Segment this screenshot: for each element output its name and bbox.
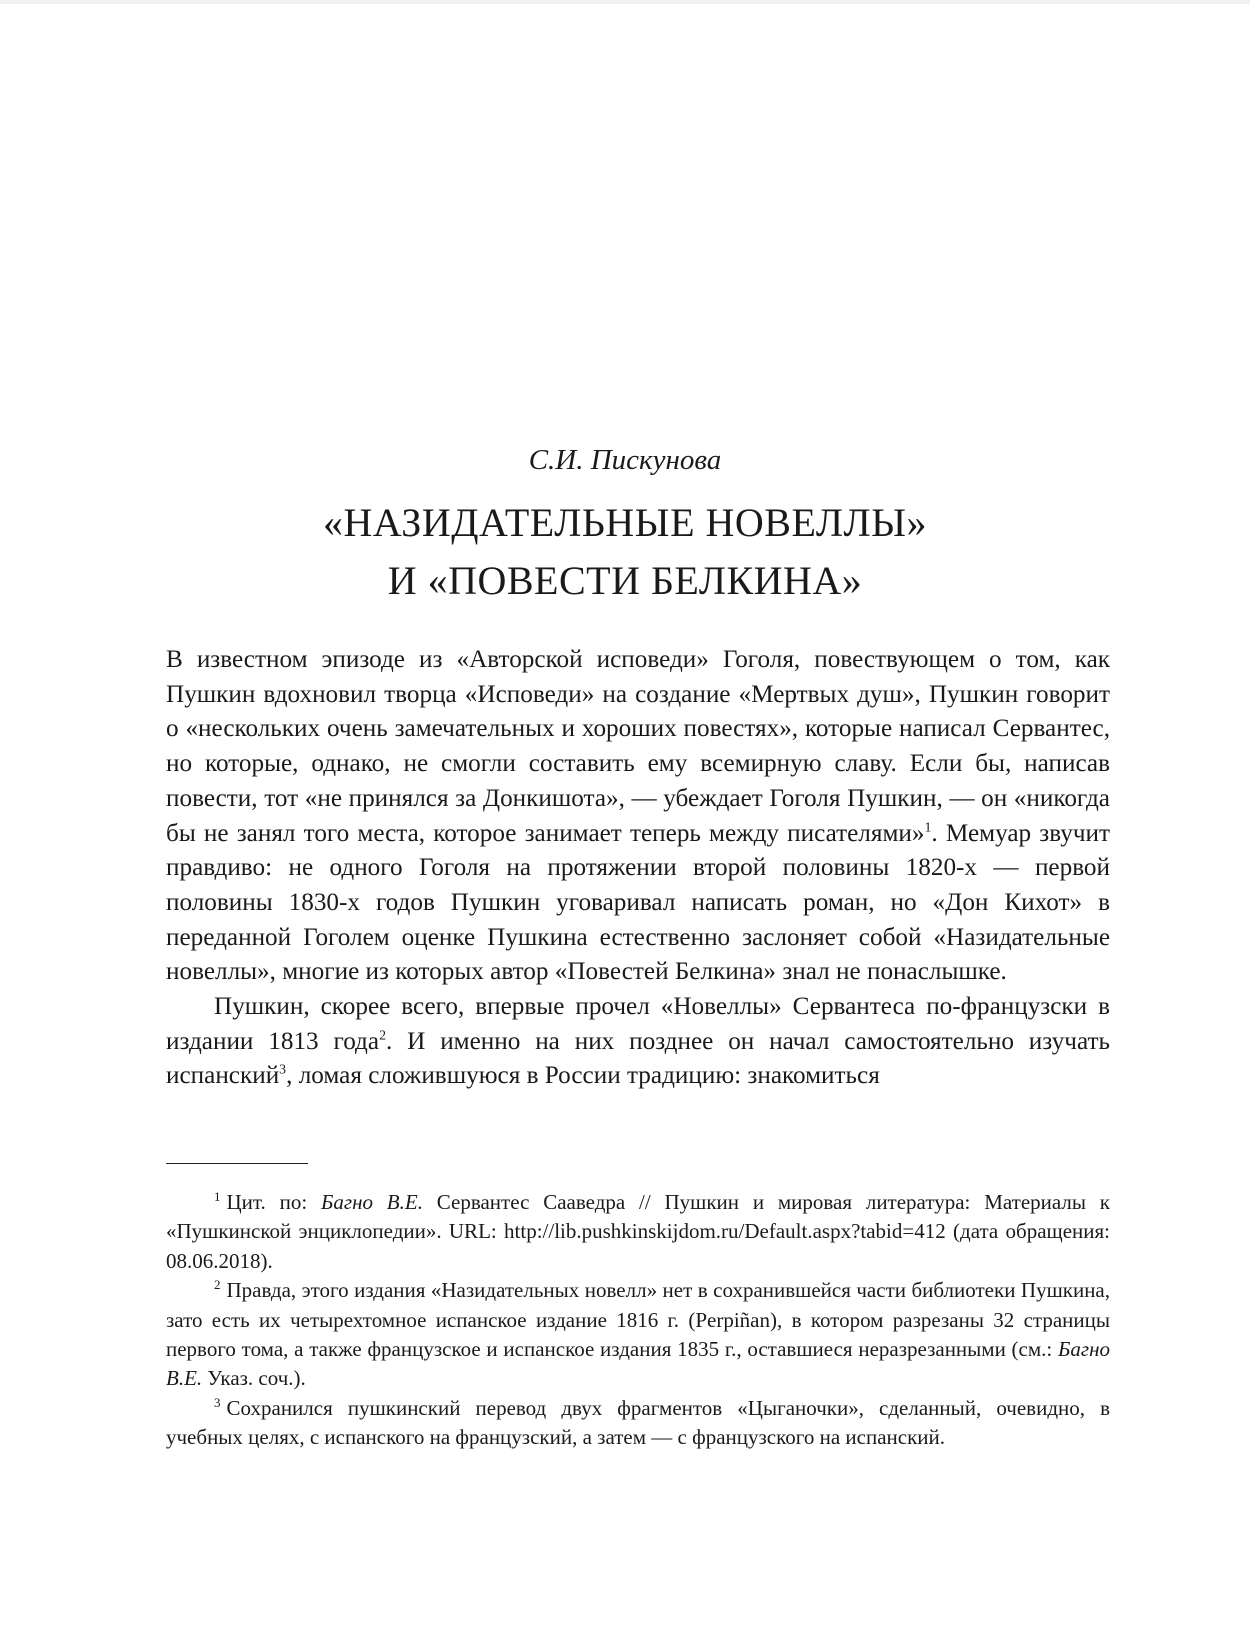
footnotes [166, 1188, 1110, 1453]
footnote-1-author: Багно В.Е. [320, 1190, 423, 1214]
footnote-2-number: 2 [214, 1277, 221, 1293]
footnote-2-text-a: Правда, этого издания «Назидательных новелл» нет в сохранившейся части библиотеки Пушкина, зато есть их четырехтомное испанское издание 1816 г. (Perpiñan), в котором разрезаны 32 страницы первого тома, а также французское и испанское издания 1835 г., оставшиеся неразрезанными (см.: [166, 1278, 1110, 1362]
footnote-2 [166, 1276, 1110, 1394]
article-title [0, 494, 1250, 610]
paragraph-2 [166, 990, 1110, 1094]
article-title-line-1: «НАЗИДАТЕЛЬНЫЕ НОВЕЛЛЫ» [323, 500, 927, 545]
footnote-separator [166, 1163, 308, 1164]
paragraph-1-text-b: . Мемуар звучит правдиво: не одного Гоголя на протяжении второй половины 1820-х — первой половины 1830-х годов Пушкин уговаривал написать роман, но «Дон Кихот» в переданной Гоголем оценке Пушкина естественно заслоняет собой «Назидательные новеллы», многие из которых автор «Повестей Белкина» знал не понаслышке. [166, 819, 1110, 986]
article-title-line-2: И «ПОВЕСТИ БЕЛКИНА» [387, 558, 863, 603]
footnote-1-number: 1 [214, 1189, 221, 1204]
footnote-ref-1: 1 [924, 819, 932, 835]
footnote-3 [166, 1394, 1110, 1453]
footnote-2-author: Багно В.Е. [166, 1337, 1110, 1391]
page-top-edge [0, 0, 1250, 4]
footnote-3-number: 3 [214, 1394, 221, 1410]
footnote-ref-2: 2 [379, 1027, 386, 1043]
paragraph-1 [166, 643, 1110, 990]
footnote-1-lead: Цит. по: [226, 1190, 321, 1214]
footnote-1-text: Сервантес Сааведра // Пушкин и мировая литература: Материалы к «Пушкинской энциклопедии». URL: http://lib.pushkinskijdom.ru/Default.aspx?tabid=412 (дата обращения: 08.06.2018). [166, 1190, 1111, 1273]
footnote-3-text: Сохранился пушкинский перевод двух фрагментов «Цыганочки», сделанный, очевидно, в учебных целях, с испанского на французский, а затем — с французского на испанский. [166, 1395, 1110, 1450]
footnote-1 [166, 1188, 1110, 1276]
article-author: С.И. Пискунова [528, 444, 722, 476]
paragraph-1-text-a: В известном эпизоде из «Авторской исповеди» Гоголя, повествующем о том, как Пушкин вдохновил творца «Исповеди» на создание «Мертвых душ», Пушкин говорит о «нескольких очень замечательных и хороших повестях», которые написал Сервантес, но которые, однако, не смогли составить ему всемирную славу. Если бы, написав повести, тот «не принялся за Донкишота», — убеждает Гоголя Пушкин, — он «никогда бы не занял того места, которое занимает теперь между писателями» [166, 646, 1110, 847]
paragraph-2-text-b: . И именно на них позднее он начал самостоятельно изучать испанский [166, 1027, 1110, 1090]
footnote-ref-3: 3 [279, 1062, 287, 1078]
paragraph-2-text-a: Пушкин, скорее всего, впервые прочел «Новеллы» Сервантеса по-французски в издании 1813 года [166, 993, 1110, 1055]
footnote-2-text-b: Указ. соч.). [202, 1366, 306, 1391]
paragraph-2-text-c: , ломая сложившуюся в России традицию: знакомиться [286, 1062, 880, 1090]
article-body [166, 643, 1110, 1094]
